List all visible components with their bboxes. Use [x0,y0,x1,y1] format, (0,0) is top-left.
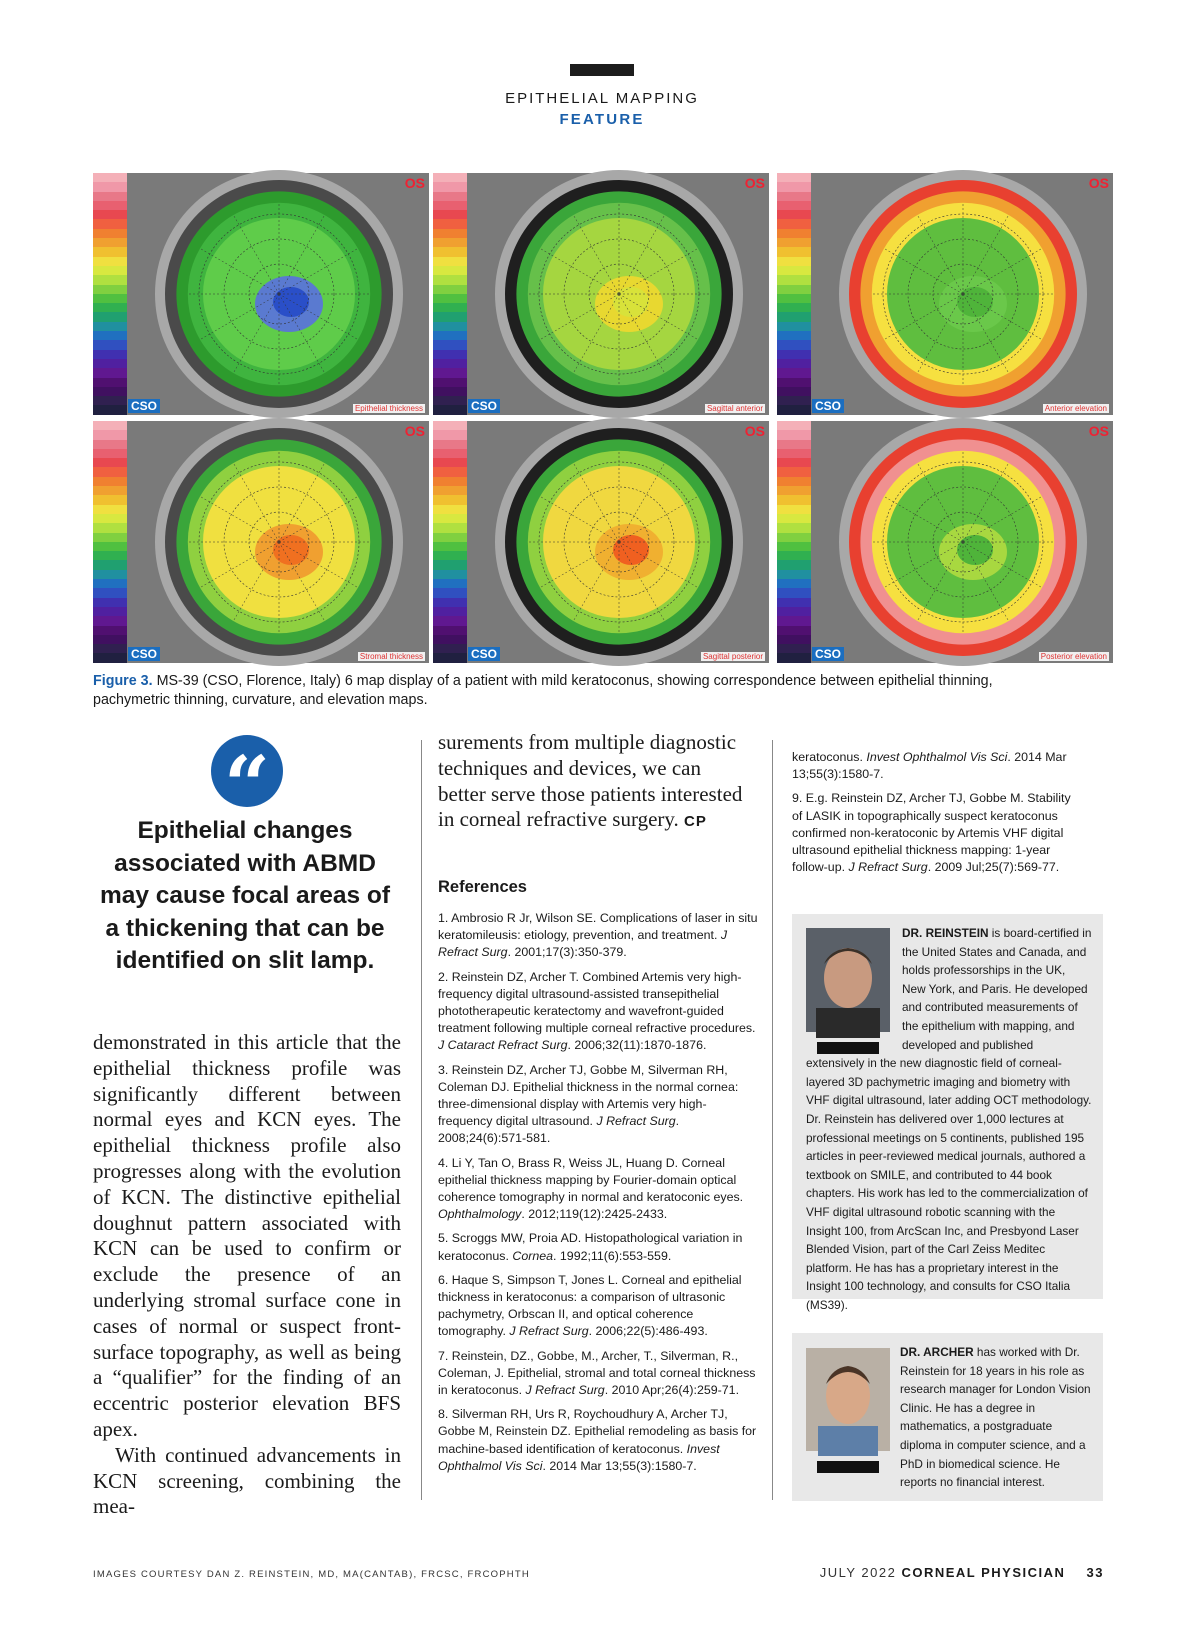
map-label: Anterior elevation [1044,404,1107,413]
figure-caption-label: Figure 3. [93,673,153,689]
cso-logo: CSO [468,399,500,413]
corneal-map [777,173,1113,415]
references-list-2 [792,749,1082,883]
reference-item: 5. Scroggs MW, Proia AD. Histopathological variation in keratoconus. Cornea. 1992;11(6):553-559. [438,1231,743,1263]
bio-text-archer [900,1343,1095,1492]
eye-label: OS [744,423,765,439]
figure-caption-text: MS-39 (CSO, Florence, Italy) 6 map display of a patient with mild keratoconus, showing correspondence between epithelial thinning, pachymetric thinning, curvature, and elevation maps. [93,673,993,708]
figure-3 [93,173,1113,663]
corneal-map-panel [777,173,1113,415]
map-label: Epithelial thickness [354,404,423,413]
bio-archer [792,1333,1103,1501]
column-divider [772,740,773,1500]
feature-label: FEATURE [559,111,645,128]
body-paragraph: demonstrated in this article that the epithelial thickness profile was significantly different between normal eyes and KCN eyes. The epithelial thickness profile also progresses along with the evolution of KCN. The distinctive epithelial doughnut pattern associated with KCN can be used to confirm or exclude the presence of an underlying stromal surface cone in cases of normal or suspect front-surface topography, as well as being a “qualifier” for the finding of an eccentric posterior elevation BFS apex. [93,1030,401,1441]
cso-logo: CSO [812,647,844,661]
eye-label: OS [1088,423,1109,439]
image-credit: IMAGES COURTESY DAN Z. REINSTEIN, MD, MA(CANTAB), FRCSC, FRCOPHTH [93,1569,530,1580]
bio-text-reinstein [806,924,1092,1314]
map-label: Sagittal anterior [706,404,763,413]
figure-caption [93,672,1053,710]
header-bar [570,64,634,76]
reference-item: 6. Haque S, Simpson T, Jones L. Corneal and epithelial thickness in keratoconus: a comparison of ultrasonic pachymetry, Orbscan II, and optical coherence tomography. J Refract Surg. 2006;22(5):486-493. [438,1272,742,1339]
cso-logo: CSO [128,647,160,661]
corneal-map-panel [93,421,429,663]
corneal-map [777,421,1113,663]
avatar-archer [806,1348,890,1451]
cso-logo: CSO [128,399,160,413]
map-label: Posterior elevation [1040,652,1107,661]
corneal-map [433,421,769,663]
references-list-1 [438,910,758,1473]
corneal-map-panel [433,173,769,415]
reference-item: 2. Reinstein DZ, Archer T. Combined Artemis very high-frequency digital ultrasound-assisted transepithelial phototherapeutic keratectomy and wavefront-guided treatment following multiple corneal refractive procedures. J Cataract Refract Surg. 2006;32(11):1870-1876. [438,969,756,1053]
bio-name: DR. REINSTEIN [902,926,989,940]
eye-label: OS [1088,175,1109,191]
issue-date: JULY 2022 [819,1565,897,1580]
body-column-1 [93,1030,401,1520]
section-title: EPITHELIAL MAPPING [505,90,699,107]
map-label: Stromal thickness [359,652,423,661]
body-paragraph: With continued advancements in KCN screening, combining the mea- [93,1442,401,1519]
reference-item: 1. Ambrosio R Jr, Wilson SE. Complications of laser in situ keratomileusis: etiology, prevention, and treatment. J Refract Surg. 2001;17(3):350-379. [438,911,758,960]
corneal-map-panel [777,421,1113,663]
pull-quote: Epithelial changes associated with ABMD may cause focal areas of a thickening that can be identified on slit lamp. [99,817,391,974]
body-paragraph: surements from multiple diagnostic techniques and devices, we can better serve those patients interested in corneal refractive surgery. [438,730,743,832]
body-column-2 [438,730,753,835]
corneal-map-panel [93,173,429,415]
quote-icon: “ [211,735,283,807]
eye-label: OS [404,423,425,439]
references-heading: References [438,878,527,896]
bio-body: has worked with Dr. Reinstein for 18 years in his role as research manager for London Vision Clinic. He has a degree in mathematics, a postgraduate diploma in computer science, and a PhD in biomedical science. He reports no financial interest. [900,1345,1091,1490]
end-mark: CP [684,813,707,831]
reference-item: 9. E.g. Reinstein DZ, Archer TJ, Gobbe M. Stability of LASIK in topographically suspect keratoconus confirmed non-keratoconic by Artemis VHF digital ultrasound epithelial thickness mapping: 1-year follow-up. J Refract Surg. 2009 Jul;25(7):569-77. [792,791,1071,875]
reference-item: 8. Silverman RH, Urs R, Roychoudhury A, Archer TJ, Gobbe M, Reinstein DZ. Epithelial remodeling as basis for machine-based identification of keratoconus. Invest Ophthalmol Vis Sci. 2014 Mar 13;55(3):1580-7. [438,1407,757,1473]
column-divider [421,740,422,1500]
bio-name: DR. ARCHER [900,1345,974,1359]
corneal-map [93,421,429,663]
cso-logo: CSO [468,647,500,661]
page-number: 33 [1086,1565,1104,1580]
reference-item: 3. Reinstein DZ, Archer TJ, Gobbe M, Silverman RH, Coleman DJ. Epithelial thickness in the normal cornea: three-dimensional display with Artemis very high-frequency digital ultrasound. J Refract Surg. 2008;24(6):571-581. [438,1062,739,1146]
corneal-map [433,173,769,415]
cso-logo: CSO [812,399,844,413]
eye-label: OS [404,175,425,191]
corneal-map [93,173,429,415]
bio-body: is board-certified in the United States and Canada, and holds professorships in the UK, New York, and Paris. He developed and contributed measurements of the epithelium with mapping, and developed and published extensively in the new diagnostic field of corneal-layered 3D pachymetric imaging and biometry with VHF digital ultrasound, later adding OCT methodology. Dr. Reinstein has delivered over 1,000 lectures at professional meetings on 5 continents, published 195 articles in peer-reviewed medical journals, authored a textbook on SMILE, and contributed to 44 book chapters. His work has led to the commercialization of VHF digital ultrasound robotic scanning with the Insight 100, from ArcScan Inc, and Presbyond Laser Blended Vision, part of the Carl Zeiss Meditec platform. He has has a proprietary interest in the Insight 100 technology, and consults for CSO Italia (MS39). [806,926,1092,1312]
corneal-map-panel [433,421,769,663]
footer-folio [820,1565,1104,1580]
map-label: Sagittal posterior [702,652,763,661]
eye-label: OS [744,175,765,191]
reference-item-continued: keratoconus. Invest Ophthalmol Vis Sci. 2014 Mar 13;55(3):1580-7. [792,750,1067,782]
photo-bar [817,1461,879,1473]
reference-item: 7. Reinstein, DZ., Gobbe, M., Archer, T., Silverman, R., Coleman, J. Epithelial, stromal and total corneal thickness in keratoconus. J Refract Surg. 2010 Apr;26(4):259-71. [438,1348,756,1398]
reference-item: 4. Li Y, Tan O, Brass R, Weiss JL, Huang D. Corneal epithelial thickness mapping by Fourier-domain optical coherence tomography in normal and keratoconic eyes. Ophthalmology. 2012;119(12):2425-2433. [438,1155,744,1222]
magazine-name: CORNEAL PHYSICIAN [901,1565,1066,1580]
bio-reinstein [792,914,1103,1312]
